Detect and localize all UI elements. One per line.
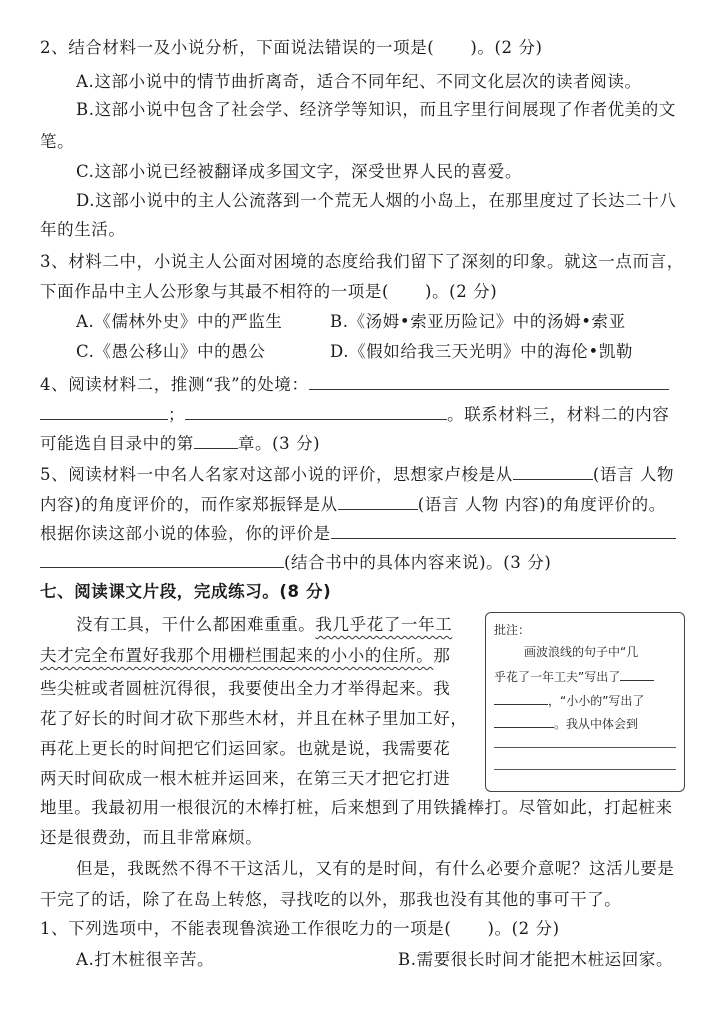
annotation-line2 (494, 667, 654, 685)
q4-separator: ； (168, 405, 186, 424)
passage-l2-plain: 那 (433, 646, 451, 665)
annotation-line1: 画波浪线的句子中“几 (524, 645, 639, 659)
q5-opinion-blank-2[interactable] (40, 550, 284, 568)
q2-option-b: B.这部小说中包含了社会学、经济学等知识，而且字里行间展现了作者优美的文 (76, 100, 676, 119)
passage-line6: 两天时间砍成一根木桩并运回来，在第三天才把它打进 (40, 769, 451, 788)
annotation-label: 批注： (494, 623, 531, 637)
q2-stem-pre: 2、结合材料一及小说分析，下面说法错误的一项是( (40, 38, 435, 57)
q7-1-stem-pre: 1、下列选项中，不能表现鲁滨逊工作很吃力的一项是( (40, 919, 452, 938)
q5-line2-post: (语言 人物 内容)的角度评价的。 (417, 495, 666, 514)
annotation-line2-text: 乎花了一年工夫”写出了 (494, 670, 621, 684)
annotation-answer-line-1[interactable] (494, 747, 676, 748)
q2-stem-post: )。(2 分) (470, 38, 543, 57)
annotation-line3 (494, 691, 644, 709)
q2-option-d-cont: 年的生活。 (40, 220, 126, 239)
passage-line8: 还是很费劲，而且非常麻烦。 (40, 828, 263, 847)
q4-line2-text: 。联系材料三，材料二的内容 (447, 405, 670, 424)
q4-line1 (40, 372, 669, 397)
q4-prompt: 4、阅读材料二，推测“我”的处境： (40, 375, 309, 394)
passage-line7: 地里。我最初用一根很沉的木棒打桩，后来想到了用铁撬棒打。尽管如此，打起桩来 (40, 798, 673, 817)
q5-opinion-blank-1[interactable] (331, 521, 676, 539)
q5-line3 (40, 521, 676, 546)
passage-l2-wavy: 夫才完全布置好我那个用栅栏围起来的小小的住所。 (40, 646, 434, 665)
q3-option-a: A.《儒林外史》中的严监生 (76, 312, 283, 331)
passage-line10: 干完了的话，除了在岛上转悠，寻找吃的以外，那我也没有其他的事可干了。 (40, 890, 622, 909)
q4-blank-2[interactable] (40, 402, 168, 420)
q2-option-d: D.这部小说中的主人公流落到一个荒无人烟的小岛上，在那里度过了长达二十八 (76, 191, 677, 210)
q4-line3 (40, 431, 320, 456)
q3-stem-line1: 3、材料二中，小说主人公面对困境的态度给我们留下了深刻的印象。就这一点而言， (40, 252, 684, 271)
annotation-line3-text: ，“小小的”写出了 (548, 694, 645, 708)
annotation-blank-2[interactable] (494, 691, 548, 705)
q5-line4 (40, 550, 551, 575)
passage-line9: 但是，我既然不得不干这活儿，又有的是时间，有什么必要介意呢？这活儿要是 (76, 859, 675, 878)
q3-stem-pre: 下面作品中主人公形象与其最不相符的一项是( (40, 282, 390, 301)
q5-line3-text: 根据你读这部小说的体验，你的评价是 (40, 524, 331, 543)
q2-option-b-cont: 笔。 (40, 132, 75, 151)
q2-option-c: C.这部小说已经被翻译成多国文字，深受世界人民的喜爱。 (76, 162, 522, 181)
q3-stem-line2 (40, 280, 497, 304)
q5-line1 (40, 462, 674, 487)
q4-line3-pre: 可能选自目录中的第 (40, 434, 194, 453)
passage-line1 (76, 613, 452, 637)
q5-line1-post: (语言 人物 (592, 465, 675, 484)
passage-line2 (40, 644, 450, 668)
q3-option-d: D.《假如给我三天光明》中的海伦•凯勒 (330, 342, 634, 361)
q4-chapter-blank[interactable] (194, 431, 238, 449)
q7-1-option-b: B.需要很长时间才能把木桩运回家。 (398, 950, 674, 969)
q4-blank-1[interactable] (309, 372, 669, 390)
passage-line5: 再花上更长的时间把它们运回家。也就是说，我需要花 (40, 739, 451, 758)
q5-line1-pre: 5、阅读材料一中名人名家对这部小说的评价，思想家卢梭是从 (40, 465, 513, 484)
annotation-box (485, 612, 685, 792)
q4-line2 (40, 402, 669, 427)
q3-option-b: B.《汤姆•索亚历险记》中的汤姆•索亚 (330, 312, 626, 331)
q5-rousseau-blank[interactable] (513, 462, 593, 480)
section7-title: 七、阅读课文片段，完成练习。(8 分) (40, 582, 332, 601)
q7-1-option-a: A.打木桩很辛苦。 (76, 950, 215, 969)
q2-option-a: A.这部小说中的情节曲折离奇，适合不同年纪、不同文化层次的读者阅读。 (76, 72, 642, 91)
q3-stem-post: )。(2 分) (425, 282, 498, 301)
q3-option-c: C.《愚公移山》中的愚公 (76, 342, 266, 361)
q7-1-stem-post: )。(2 分) (487, 919, 560, 938)
annotation-blank-3[interactable] (494, 714, 554, 728)
q5-zheng-blank[interactable] (338, 492, 418, 510)
passage-line3: 些尖桩或者圆桩沉得很，我要使出全力才举得起来。我 (40, 679, 451, 698)
annotation-line4 (494, 714, 638, 732)
q4-blank-3[interactable] (185, 402, 447, 420)
q4-line3-post: 章。(3 分) (237, 434, 321, 453)
passage-line4: 花了好长的时间才砍下那些木材，并且在林子里加工好， (40, 709, 468, 728)
passage-l1-plain: 没有工具，干什么都困难重重。 (76, 615, 316, 634)
passage-l1-wavy: 我几乎花了一年工 (315, 615, 453, 634)
annotation-line4-text: 。我从中体会到 (554, 717, 639, 731)
annotation-blank-1[interactable] (620, 667, 654, 681)
q5-line2-pre: 内容)的角度评价的，而作家郑振铎是从 (40, 495, 338, 514)
q5-line2 (40, 492, 666, 517)
annotation-answer-line-2[interactable] (494, 769, 676, 770)
q2-stem (40, 36, 543, 60)
q7-1-stem (40, 917, 560, 941)
q5-line4-post: (结合书中的具体内容来说)。(3 分) (284, 553, 552, 572)
